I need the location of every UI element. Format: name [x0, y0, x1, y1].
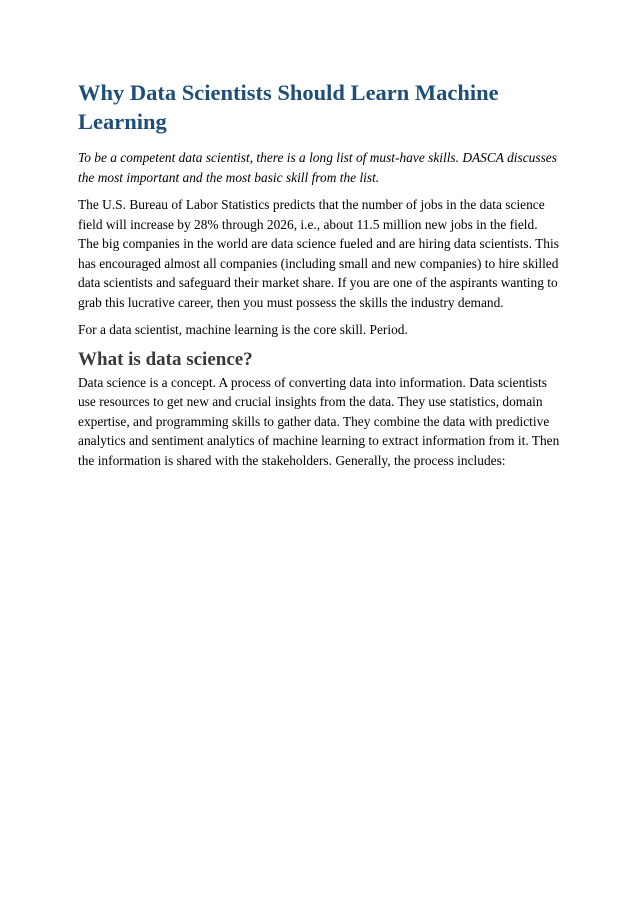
- section-body-paragraph: Data science is a concept. A process of converting data into information. Data scientists use resources to get new and crucial insights from the data. They use statistics, domain expertise, and programming skills to gather data. They combine the data with predictive analytics and sentiment analytics of machine learning to extract information from it. Then the information is shared with the stakeholders. Generally, the process includes:: [78, 374, 560, 468]
- article-title: Why Data Scientists Should Learn Machine Learning: [78, 80, 499, 134]
- document-page: [78, 78, 560, 478]
- article-subtitle: To be a competent data scientist, there is a long list of must-have skills. DASCA discusses the most important and the most basic skill from the list.: [78, 150, 557, 185]
- core-skill-paragraph: For a data scientist, machine learning is the core skill. Period.: [78, 322, 408, 337]
- section-heading: What is data science?: [78, 348, 253, 370]
- intro-paragraph: The U.S. Bureau of Labor Statistics predicts that the number of jobs in the data science field will increase by 28% through 2026, i.e., about 11.5 million new jobs in the field. The big companies in the world are data science fueled and are hiring data scientists. This has encouraged almost all companies (including small and new companies) to hire skilled data scientists and safeguard their market share. If you are one of the aspirants wanting to grab this lucrative career, then you must possess the skills the industry demand.: [78, 197, 559, 310]
